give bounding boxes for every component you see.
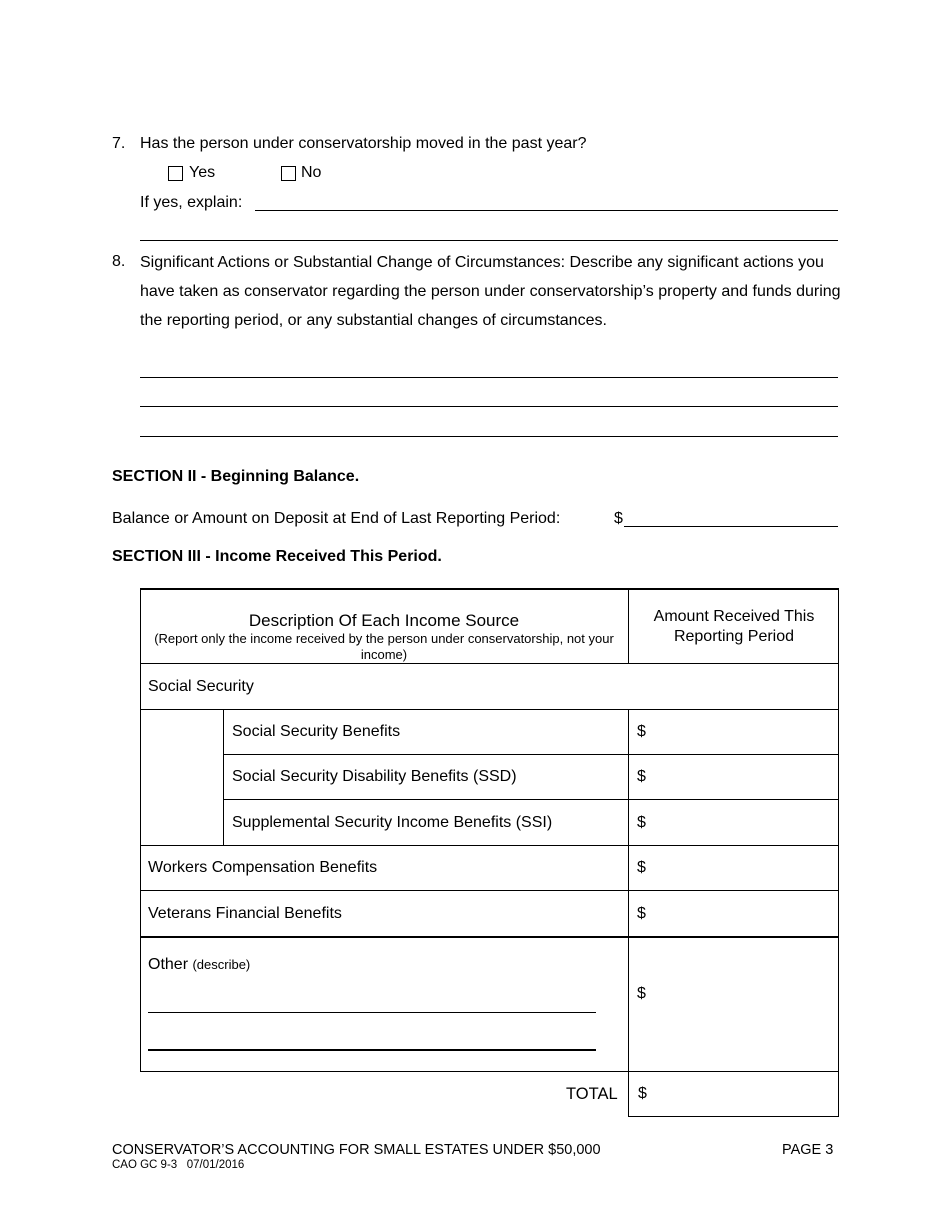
no-label: No — [301, 164, 322, 181]
footer-form-code: CAO GC 9-3 07/01/2016 — [112, 1159, 245, 1171]
q8-answer-line-2[interactable] — [140, 406, 838, 407]
header-note: (Report only the income received by the person under conservatorship, not your income) — [154, 631, 614, 662]
row-social-security: Social Security — [148, 678, 254, 695]
row-workers-comp: Workers Compensation Benefits — [148, 859, 378, 876]
footer-page: PAGE 3 — [782, 1142, 834, 1158]
section2-title: SECTION II - Beginning Balance. — [112, 468, 360, 485]
ssd-benefits-amount[interactable]: $ — [637, 768, 646, 785]
q8-text: Significant Actions or Substantial Change of Circumstances: Describe any significant actions you have taken as conservator regarding the person under conservatorship’s property and funds during the reporting period, or any substantial changes of circumstances. — [140, 254, 841, 329]
table-border-left — [140, 588, 141, 1072]
explain-label: If yes, explain: — [140, 194, 243, 211]
table-indent-divider — [223, 709, 224, 845]
q7-number: 7. — [112, 135, 126, 152]
table-rule — [223, 799, 839, 800]
header-description: Description Of Each Income Source — [248, 611, 520, 630]
q7-question: Has the person under conservatorship moved in the past year? — [140, 135, 587, 152]
row-ssd-benefits: Social Security Disability Benefits (SSD) — [232, 768, 517, 785]
header-amount: Amount Received This Reporting Period — [653, 608, 815, 645]
balance-label: Balance or Amount on Deposit at End of Last Reporting Period: — [112, 510, 561, 527]
table-rule — [140, 663, 839, 664]
section3-title: SECTION III - Income Received This Period. — [112, 548, 442, 565]
other-label: Other — [148, 956, 189, 973]
workers-comp-amount[interactable]: $ — [637, 859, 646, 876]
q8-answer-line-1[interactable] — [140, 377, 838, 378]
table-border-top — [140, 588, 839, 590]
table-rule — [140, 936, 839, 938]
row-ss-benefits: Social Security Benefits — [232, 723, 401, 740]
table-border-right — [838, 588, 839, 1072]
other-line-1[interactable] — [148, 1012, 596, 1013]
other-line-2[interactable] — [148, 1049, 596, 1051]
table-rule — [140, 845, 839, 846]
yes-label: Yes — [189, 164, 216, 181]
explain-line-2[interactable] — [140, 240, 838, 241]
income-table — [140, 588, 839, 1072]
table-rule — [223, 754, 839, 755]
table-rule — [140, 709, 839, 710]
total-amount: $ — [638, 1085, 647, 1102]
total-cell[interactable] — [628, 1071, 839, 1117]
balance-currency: $ — [614, 510, 623, 527]
explain-line-1[interactable] — [255, 210, 838, 211]
q8-number: 8. — [112, 253, 126, 270]
row-ssi-benefits: Supplemental Security Income Benefits (SSI) — [232, 814, 553, 831]
footer-title: CONSERVATOR’S ACCOUNTING FOR SMALL ESTATES UNDER $50,000 — [112, 1142, 601, 1158]
table-rule — [140, 890, 839, 891]
table-col-divider — [628, 709, 629, 1072]
total-label: TOTAL — [566, 1085, 618, 1103]
veterans-amount[interactable]: $ — [637, 905, 646, 922]
row-other — [148, 957, 250, 973]
yes-checkbox[interactable] — [168, 166, 183, 181]
other-note: (describe) — [192, 957, 251, 972]
q8-answer-line-3[interactable] — [140, 436, 838, 437]
balance-input-line[interactable] — [624, 526, 838, 527]
row-veterans: Veterans Financial Benefits — [148, 905, 342, 922]
ssi-benefits-amount[interactable]: $ — [637, 814, 646, 831]
ss-benefits-amount[interactable]: $ — [637, 723, 646, 740]
other-amount[interactable]: $ — [637, 985, 646, 1002]
no-checkbox[interactable] — [281, 166, 296, 181]
